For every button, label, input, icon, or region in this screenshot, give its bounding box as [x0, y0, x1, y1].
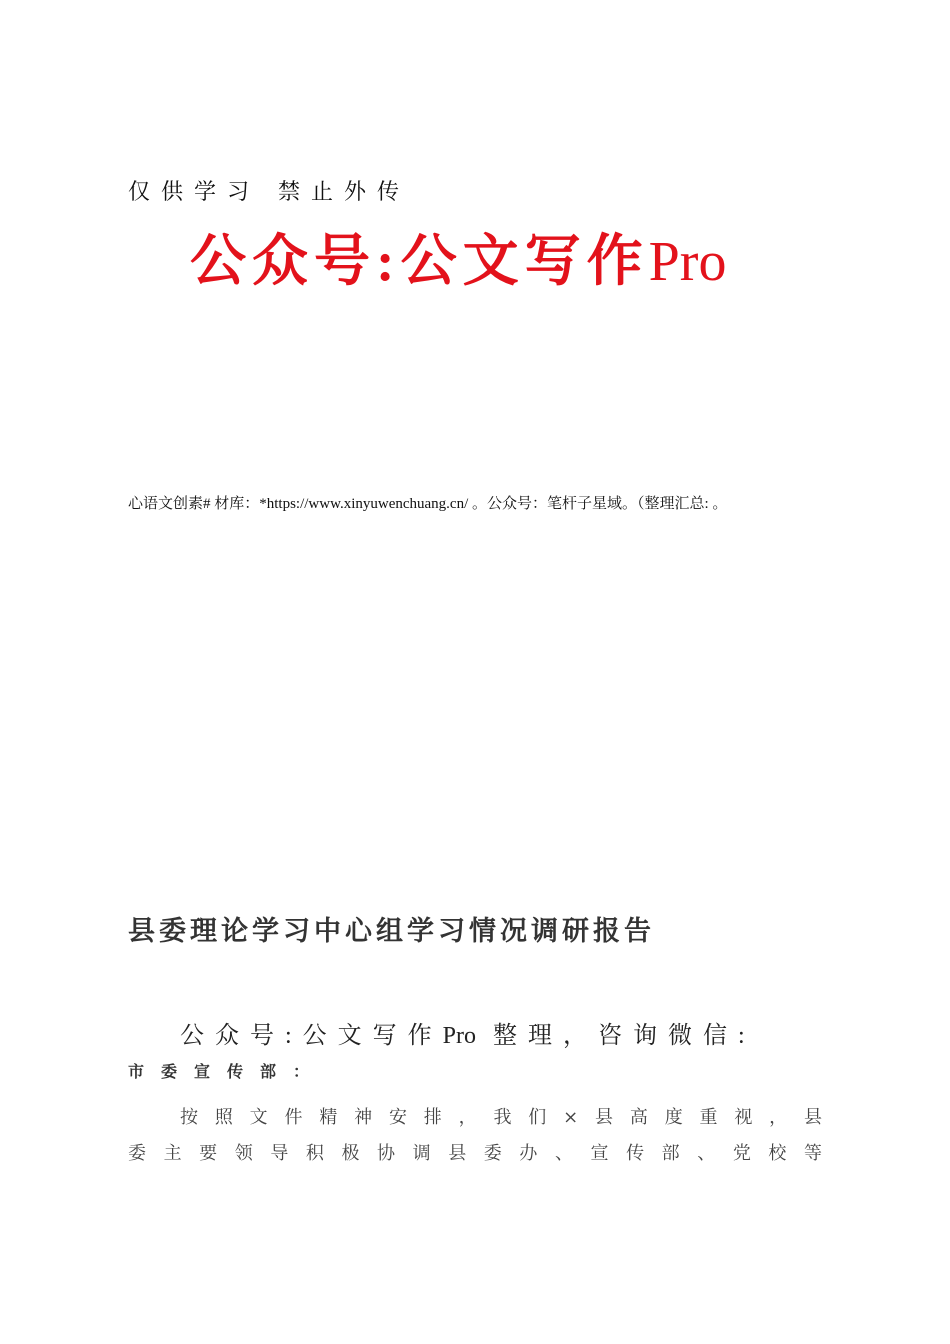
paragraph-char: ，	[458, 1107, 477, 1128]
recipient-salutation: 市委宣传部：	[128, 1062, 327, 1081]
paragraph-char: 传	[626, 1143, 645, 1164]
paragraph-char: 导	[270, 1143, 289, 1164]
paragraph-char: 、	[554, 1143, 573, 1164]
paragraph-char: 校	[768, 1143, 787, 1164]
source-line: 心语文创素# 材库：*https://www.xinyuwenchuang.cn/ 。公众号：笔杆子星域。（整理汇总: 。	[128, 496, 728, 512]
paragraph-char: 宣	[590, 1143, 609, 1164]
paragraph-line-2	[128, 1136, 822, 1172]
paragraph-char: 极	[341, 1143, 360, 1164]
paragraph-char: 排	[423, 1107, 442, 1128]
brand-note-part-2: 整理，咨询微信:	[476, 1023, 756, 1049]
paragraph-char: 委	[483, 1143, 502, 1164]
paragraph-char: 度	[664, 1107, 683, 1128]
brand-note	[180, 1018, 756, 1054]
paragraph-char: 、	[697, 1143, 716, 1164]
paragraph-char: 县	[804, 1107, 822, 1128]
paragraph-char: ×	[563, 1107, 579, 1128]
paragraph-char: 办	[519, 1143, 538, 1164]
paragraph-char: 调	[412, 1143, 431, 1164]
paragraph-char: 要	[199, 1143, 218, 1164]
paragraph-char: 安	[388, 1107, 407, 1128]
paragraph-char: 主	[163, 1143, 182, 1164]
paragraph-char: 县	[595, 1107, 614, 1128]
paragraph-char: ，	[769, 1107, 788, 1128]
brand-note-part-1: 公众号:公文写作	[180, 1023, 443, 1049]
paragraph-char: 神	[354, 1107, 373, 1128]
paragraph-char: 积	[305, 1143, 324, 1164]
paragraph-char: 部	[661, 1143, 680, 1164]
brand-note-pro: Pro	[442, 1023, 477, 1049]
paragraph-char: 我	[493, 1107, 512, 1128]
paragraph-char: 等	[803, 1143, 822, 1164]
paragraph-char: 协	[377, 1143, 396, 1164]
paragraph-char: 重	[699, 1107, 718, 1128]
brand-heading-chinese: 公众号:公文写作	[190, 231, 649, 293]
paragraph-char: 照	[214, 1107, 233, 1128]
restriction-notice: 仅供学习 禁止外传	[128, 180, 410, 205]
paragraph-char: 们	[528, 1107, 547, 1128]
document-title: 县委理论学习中心组学习情况调研报告	[128, 916, 655, 947]
paragraph-char: 委	[128, 1143, 146, 1164]
paragraph-char: 视	[734, 1107, 753, 1128]
paragraph-char: 件	[284, 1107, 303, 1128]
paragraph-line-1	[128, 1100, 822, 1136]
paragraph-char: 高	[629, 1107, 648, 1128]
paragraph-char: 领	[234, 1143, 253, 1164]
paragraph-char: 精	[319, 1107, 338, 1128]
brand-heading	[190, 226, 726, 298]
paragraph-char: 按	[180, 1107, 198, 1128]
paragraph-char: 党	[732, 1143, 751, 1164]
brand-heading-latin: Pro	[648, 231, 727, 293]
paragraph-char: 文	[249, 1107, 268, 1128]
paragraph-char: 县	[448, 1143, 467, 1164]
